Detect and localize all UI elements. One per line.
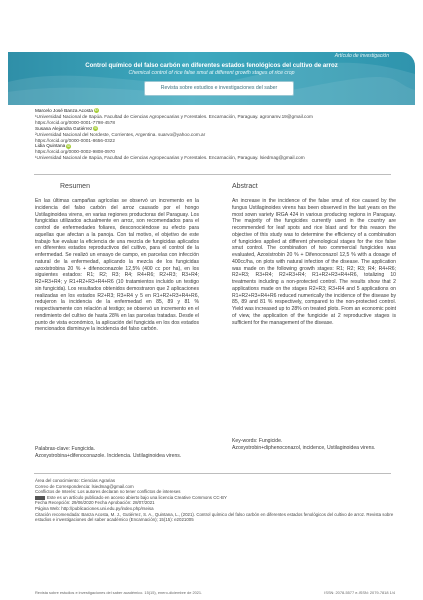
dates-line: Fecha Recepción: 29/06/2020 Fecha Aprobación: 28/07/2021 — [35, 500, 155, 506]
resumen-heading: Resumen — [60, 183, 90, 190]
author-affiliation: ²Universidad Nacional del Nordeste, Corrientes, Argentina. suarvo@yahoo.com.ar — [35, 131, 206, 137]
author-name: Lidia Quintana — [35, 143, 66, 149]
license-text: Este es un artículo publicado en acceso abierto bajo una licencia Creative Commons CC-BY — [47, 494, 227, 500]
keywords-label: Key-words: Fungicide. — [232, 438, 283, 444]
author-name: Susana Alejandra Gutiérrez — [35, 125, 93, 131]
abstract-text: An increase in the incidence of the false smut of rice caused by the fungus Ustilaginoides virens has been observed in the last years on the most sown variety IRGA 424 in various producing regions in Paraguay. The majority of the fungicides currently used in the country are recommended for leaf spots and rice blast and for this reason the objective of this study was to determine the efficiency of a combination of fungicides applied at different phenological stages for the rice false smut control. The combination of two commercial fungicides was evaluated, Azoxistrobin 20 % + Difenoconazol 12,5 % with a dosage of 400cc/ha, on plots with natural infection of the disease. The application was made on the following growth stages: R1; R2; R3; R4; R4+R6; R2+R3; R3+R4; R2+R3+R4; R1+R2+R3+R4+R6, totalizing 10 treatments including a non-protected control. The results show that 2 applications made on the stages R2+R3; R3+R4 and 5 applications on R1+R2+R3+R4+R6 reduced numerically the incidence of the disease by 85, 89 and 81 % respectively, compared to the non-protected control. Yield was increased up to 28% on treated plots. From an economic point of view, the application of the fungicide at 2 reproductive stages is sufficient for the management of the disease. — [232, 198, 396, 326]
author-orcid-link[interactable]: https://orcid.org/0000-0001-8656-0322 — [35, 137, 116, 143]
resumen-keywords — [35, 446, 199, 459]
author-orcid-link[interactable]: https://orcid.org/0000-0001-7798-4578 — [35, 119, 116, 125]
conflict-statement: Conflictos de Interés: Los autores declaran no tener conflictos de intereses — [35, 489, 181, 495]
journal-name: Revista sobre estudios e investigaciones del saber — [144, 81, 294, 96]
keywords-label: Palabras-clave: Fungicida. — [35, 446, 96, 452]
author-name: Marcelo José Banza Acosta — [35, 108, 93, 113]
page-footer — [35, 590, 395, 595]
cc-by-icon[interactable] — [35, 496, 45, 500]
author-affiliation: ¹Universidad Nacional de Itapúa, Facultad de Ciencias Agropecuarias y Forestales. Encarnación, Paraguay. lsiedmag@gmail.com — [35, 155, 305, 161]
author-entry — [35, 108, 395, 126]
keywords-values: Azoxystrobin+diphenoconazol, incidence, Ustilaginoidea virens. — [232, 444, 376, 451]
title-english: Chemical control of rice false smut at different growth stages of rice crop — [128, 70, 295, 76]
keywords-values: Azoxystrobina+difenoconazole. Incidencia. Ustilaginoidea virens. — [35, 452, 182, 459]
article-metadata — [35, 478, 395, 523]
divider — [34, 174, 391, 175]
footer-issn: ISSN: 2078-5577 e-ISSN: 2079-7818 1/4 — [324, 590, 395, 595]
resumen-text: En las últimas campañas agrícolas se observó un incremento en la incidencia del falso carbón del arroz causado por el hongo Ustilaginoidea virens, en varias regiones productoras del Paraguay. Los fungicidas utilizados actualmente en arroz, son recomendados para el control de enfermedades foliares, desconociéndose su efecto para aquellas que afectan a la panoja. Con tal motivo, el objetivo de este trabajo fue evaluar la eficiencia de una mezcla de fungicidas aplicados en diferentes estados reproductivos del cultivo, para el control de la enfermedad. Se realizó un ensayo de campo, en parcelas con infección natural de la enfermedad, aplicando la mezcla de los fungicidas azoxistrobina 20 % + difenoconazole 12,5% (400 cc por ha), en los siguientes estados: R1; R2; R3; R4; R4+R6; R2+R3; R3+R4; R2+R3+R4; y R1+R2+R3+R4+R6 (10 tratamientos incluido un testigo sin fungicida). Los resultados obtenidos demostraron que 2 aplicaciones realizadas en los estados R2+R3; R3+R4 y 5 en R1+R2+R3+R4+R6, redujeron la incidencia de la enfermedad en 85, 89 y 81 % respectivamente con relación al testigo; se observó un incremento en el rendimiento del cultivo de hasta 28% en las parcelas tratadas. Desde el punto de vista económico, la aplicación del fungicida en los dos estados mencionados disminuye la incidencia del falso carbón. — [35, 198, 199, 333]
divider — [34, 473, 391, 474]
orcid-icon[interactable]: iD — [94, 108, 98, 113]
abstract-heading: Abstract — [232, 183, 258, 190]
footer-journal: Revista sobre estudios e investigaciones del saber académico. 15(15), enero-diciembre de 2021. — [35, 590, 203, 595]
citation-text: Citación recomendada: Banza Acosta, M. J., Gutiérrez, S. A., Quintana, L., (2021). Control químico del falso carbón en diferentes estados fenológicos del cultivo de arroz. Revista sobre estudios e investigaciones del saber académico (Encarnación); 15(15): e2021005 — [35, 511, 394, 523]
author-entry — [35, 126, 395, 144]
abstract-keywords — [232, 438, 396, 451]
title-spanish: Control químico del falso carbón en diferentes estados fenológicos del cultivo de arroz — [85, 62, 338, 69]
article-type: Artículo de investigación — [334, 53, 389, 59]
orcid-icon[interactable]: iD — [94, 125, 98, 130]
author-affiliation: ¹Universidad Nacional de Itapúa. Facultad de Ciencias Agropecuarias y Forestales. Encarnación, Paraguay. agronamv.19@gmail.com — [35, 113, 313, 119]
orcid-icon[interactable]: iD — [67, 143, 71, 148]
author-entry — [35, 143, 395, 161]
knowledge-area: Área del conocimiento: Ciencias Agrarias — [35, 478, 116, 483]
author-orcid-link[interactable]: https://orcid.org/0000-0002-9808-0970 — [35, 149, 116, 155]
author-list — [35, 108, 395, 161]
banner-wave-decoration — [8, 52, 415, 105]
header-banner — [8, 52, 415, 105]
correspondence-email: Correo de Correspondencia: lsiedmag@gmail.com — [35, 483, 134, 489]
website-link[interactable]: Página Web: http://publicaciones.uni.edu.py/index.php/rseisa — [35, 505, 154, 511]
